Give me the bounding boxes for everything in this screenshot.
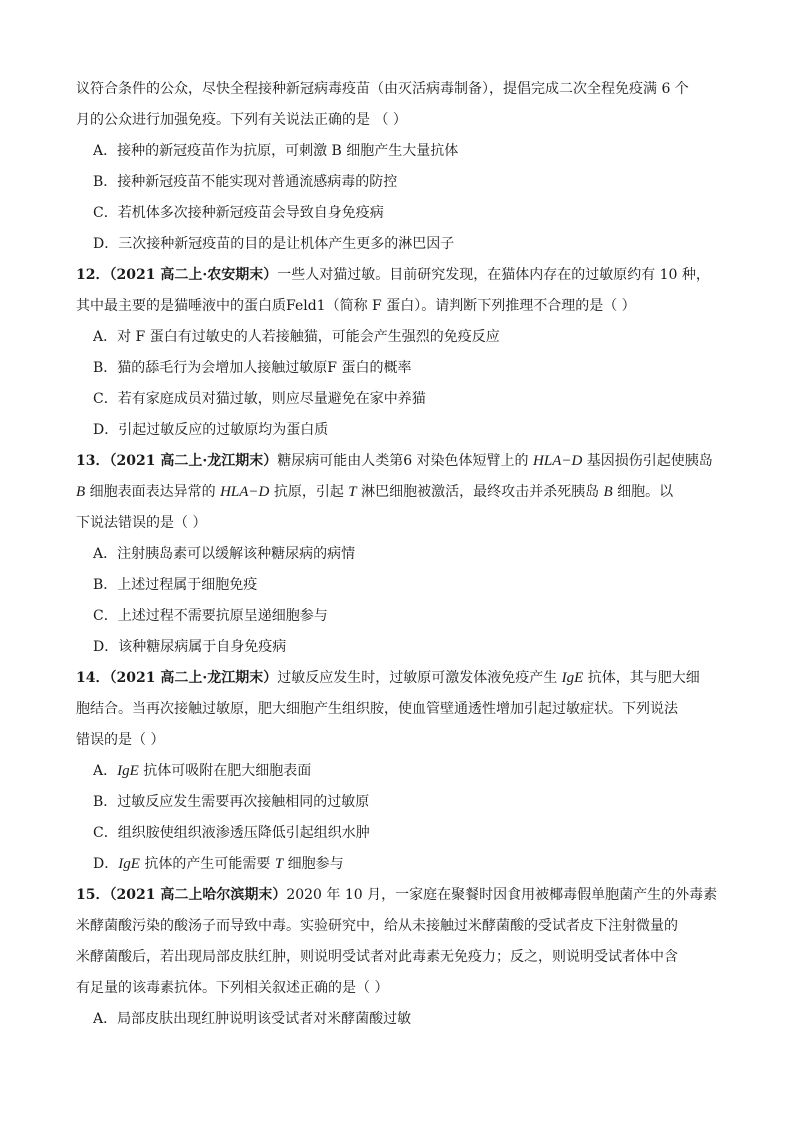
q12-option-b: B．猫的舔毛行为会增加人接触过敏原F 蛋白的概率	[93, 360, 412, 376]
q12-text-1: 一些人对猫过敏。目前研究发现，在猫体内存在的过敏原约有 10 种，	[277, 267, 710, 283]
q12-source: （2021 高二上·农安期末）	[109, 267, 278, 283]
q14-option-d-text-end: 细胞参与	[283, 856, 344, 872]
q13-math-b1: B	[76, 484, 86, 500]
q13-math-t: T	[348, 484, 357, 500]
q13-math-hla-2: HLA−D	[220, 484, 270, 500]
q12-line-2: 其中最主要的是猫唾液中的蛋白质Feld1（简称 F 蛋白）。请判断下列推理不合理的是（ ）	[76, 298, 636, 314]
q13-option-d: D．该种糖尿病属于自身免疫病	[93, 639, 287, 655]
q13-text-2b: 抗原，引起	[269, 484, 349, 500]
q15-number: 15．	[76, 887, 110, 903]
intro-line-2: 月的公众进行加强免疫。下列有关说法正确的是 （ ）	[76, 112, 407, 128]
q14-option-a-label: A．	[93, 763, 118, 779]
q11-option-b: B．接种新冠疫苗不能实现对普通流感病毒的防控	[93, 174, 398, 190]
q12-option-d: D．引起过敏反应的过敏原均为蛋白质	[93, 422, 329, 438]
q14-source: （2021 高二上·龙江期末）	[109, 670, 278, 686]
q13-text-2c: 淋巴细胞被激活，最终攻击并杀死胰岛	[356, 484, 604, 500]
q14-option-d-math-t: T	[274, 856, 284, 872]
q14-option-d-label: D．	[93, 856, 119, 872]
question-list	[76, 74, 724, 1035]
q14-option-d-math-ige: IgE	[118, 856, 140, 872]
q14-number: 14．	[76, 670, 110, 686]
q13-text-2a: 细胞表面表达异常的	[85, 484, 221, 500]
q11-option-c: C．若机体多次接种新冠疫苗会导致自身免疫病	[93, 205, 384, 221]
q15-line-4: 有足量的该毒素抗体。下列相关叙述正确的是（ ）	[76, 980, 389, 996]
q13-math-hla: HLA−D	[533, 453, 583, 469]
q15-line-1	[76, 880, 724, 911]
q15-source: （2021 高二上哈尔滨期末）	[109, 887, 287, 903]
q13-number: 13．	[76, 453, 110, 469]
q14-option-a	[76, 756, 724, 787]
q13-source: （2021 高二上·龙江期末）	[109, 453, 278, 469]
q14-line-3: 错误的是（ ）	[76, 732, 165, 748]
q14-math-ige: IgE	[561, 670, 584, 686]
intro-line-1: 议符合条件的公众，尽快全程接种新冠病毒疫苗（由灭活病毒制备），提倡完成二次全程免疫满 6 个	[76, 81, 689, 97]
q13-line-2	[76, 477, 724, 508]
q13-text-1a: 糖尿病可能由人类第6 对染色体短臂上的	[277, 453, 534, 469]
q14-text-1a: 过敏反应发生时，过敏原可激发体液免疫产生	[277, 670, 562, 686]
q14-line-2: 胞结合。当再次接触过敏原，肥大细胞产生组织胺，使血管壁通透性增加引起过敏症状。下列说法	[76, 701, 678, 717]
q13-line-1	[76, 446, 724, 477]
q14-option-c: C．组织胺使组织液渗透压降低引起组织水肿	[93, 825, 370, 841]
q13-math-b2: B	[603, 484, 613, 500]
q14-line-1	[76, 663, 724, 694]
q13-option-a: A．注射胰岛素可以缓解该种糖尿病的病情	[93, 546, 356, 562]
q11-option-a: A．接种的新冠疫苗作为抗原，可刺激 B 细胞产生大量抗体	[93, 143, 459, 159]
q11-option-d: D．三次接种新冠疫苗的目的是让机体产生更多的淋巴因子	[93, 236, 455, 252]
q15-line-2: 米酵菌酸污染的酸汤子而导致中毒。实验研究中，给从未接触过米酵菌酸的受试者皮下注射微量的	[76, 918, 678, 934]
q14-option-a-text: 抗体可吸附在肥大细胞表面	[138, 763, 312, 779]
q12-line-1	[76, 260, 724, 291]
q13-option-b: B．上述过程属于细胞免疫	[93, 577, 258, 593]
q14-text-1b: 抗体，其与肥大细	[583, 670, 700, 686]
q15-line-3: 米酵菌酸后，若出现局部皮肤红肿，则说明受试者对此毒素无免疫力；反之，则说明受试者体中含	[76, 949, 678, 965]
q12-number: 12．	[76, 267, 110, 283]
q15-option-a: A．局部皮肤出现红肿说明该受试者对米酵菌酸过敏	[93, 1011, 412, 1027]
q15-text-1: 2020 年 10 月，一家庭在聚餐时因食用被椰毒假单胞菌产生的外毒素	[286, 887, 718, 903]
q13-text-1b: 基因损伤引起使胰岛	[582, 453, 713, 469]
q13-text-2d: 细胞。以	[612, 484, 674, 500]
q14-option-a-math: IgE	[117, 763, 139, 779]
q14-option-d	[76, 849, 724, 880]
q13-line-3: 下说法错误的是（ ）	[76, 515, 207, 531]
q12-option-a: A．对 F 蛋白有过敏史的人若接触猫，可能会产生强烈的免疫反应	[93, 329, 500, 345]
q12-option-c: C．若有家庭成员对猫过敏，则应尽量避免在家中养猫	[93, 391, 426, 407]
q14-option-d-text-mid: 抗体的产生可能需要	[139, 856, 275, 872]
q13-option-c: C．上述过程不需要抗原呈递细胞参与	[93, 608, 328, 624]
q14-option-b: B．过敏反应发生需要再次接触相同的过敏原	[93, 794, 370, 810]
